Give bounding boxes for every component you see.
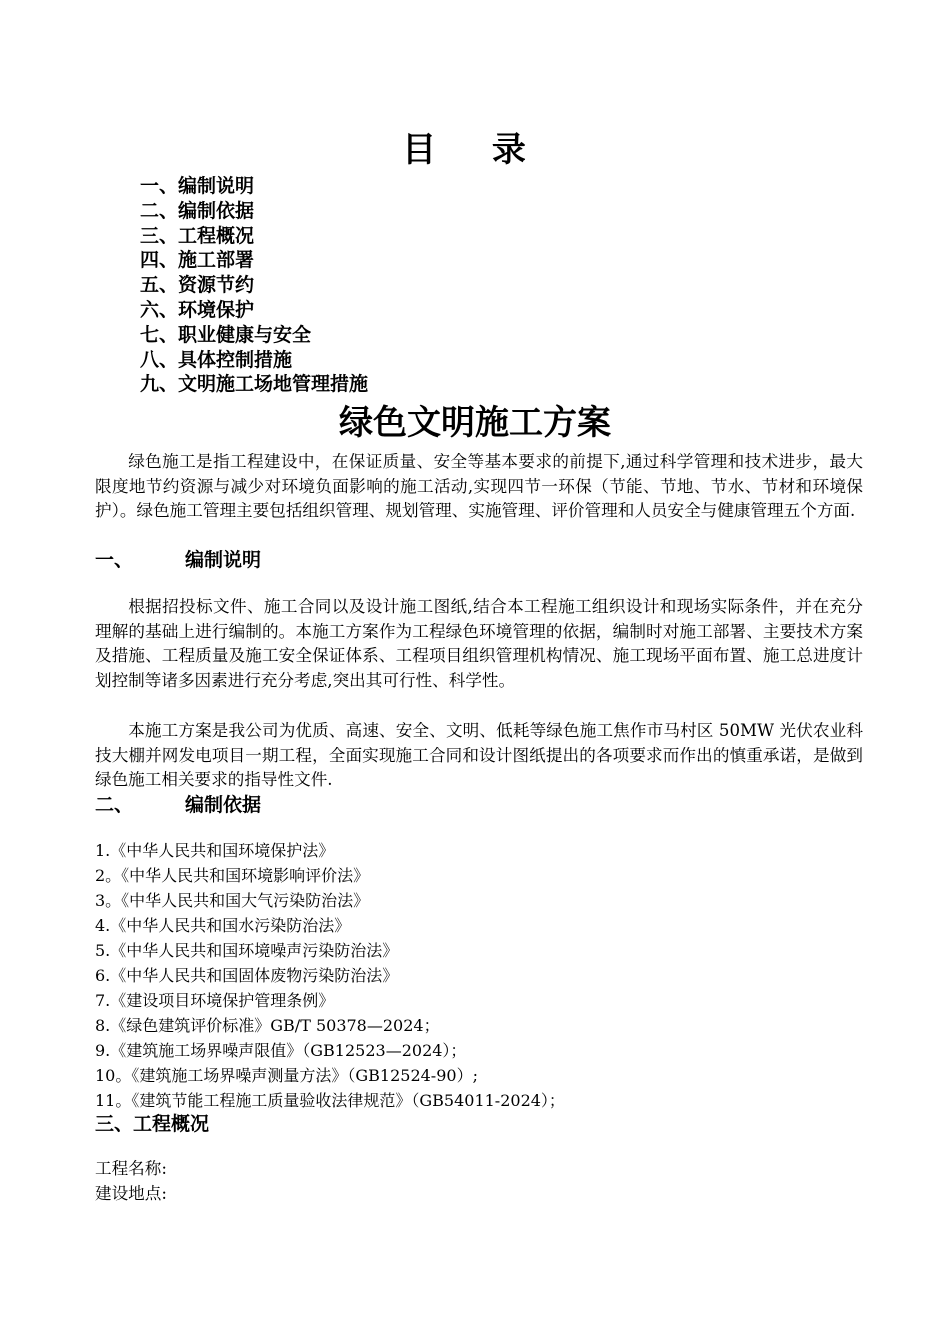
section-heading: 三、工程概况 [95, 1113, 210, 1135]
reference-item: 5.《中华人民共和国环境噪声污染防治法》 [95, 941, 399, 960]
reference-item: 8.《绿色建筑评价标准》GB/T 50378—2024； [95, 1016, 440, 1035]
toc-item: 一、编制说明 [140, 175, 255, 197]
reference-item: 9.《建筑施工场界噪声限值》（GB12523—2024）； [95, 1041, 467, 1060]
toc-item: 五、资源节约 [140, 274, 255, 297]
project-name-label: 工程名称: [95, 1159, 167, 1178]
toc-item: 四、施工部署 [140, 249, 255, 272]
toc-item: 六、环境保护 [140, 298, 255, 321]
reference-item: 4.《中华人民共和国水污染防治法》 [95, 916, 351, 935]
project-location-label: 建设地点: [95, 1184, 167, 1203]
document-title: 绿色文明施工方案 [339, 403, 611, 443]
body-paragraph: 根据招投标文件、施工合同以及设计施工图纸,结合本工程施工组织设计和现场实际条件，并在充分理解的基础上进行编制的。本施工方案作为工程绿色环境管理的依据，编制时对施工部署、主要技术方案及措施、工程质量及施工安全保证体系、工程项目组织管理机构情况、施工现场平面布置、施工总进度计划控制等诸多因素进行充分考虑,突出其可行性、科学性。 [95, 597, 863, 690]
reference-item: 10。《建筑施工场界噪声测量方法》（GB12524-90）; [95, 1066, 478, 1085]
toc-list [140, 174, 368, 397]
toc-title: 目 录 [402, 130, 548, 170]
section-heading [95, 547, 261, 573]
toc-item: 三、工程概况 [140, 224, 255, 247]
intro-paragraph: 绿色施工是指工程建设中，在保证质量、安全等基本要求的前提下,通过科学管理和技术进步，最大限度地节约资源与减少对环境负面影响的施工活动,实现四节一环保（节能、节地、节水、节材和环境保护）。绿色施工管理主要包括组织管理、规划管理、实施管理、评价管理和人员安全与健康管理五个方面. [95, 452, 863, 521]
section-heading [95, 792, 261, 818]
toc-item: 七、职业健康与安全 [140, 323, 312, 346]
reference-item: 1.《中华人民共和国环境保护法》 [95, 841, 335, 860]
toc-item: 八、具体控制措施 [140, 348, 293, 371]
reference-item: 6.《中华人民共和国固体废物污染防治法》 [95, 966, 399, 985]
reference-item: 7.《建设项目环境保护管理条例》 [95, 991, 335, 1010]
reference-item: 2。《中华人民共和国环境影响评价法》 [95, 866, 370, 885]
section-title: 编制依据 [185, 794, 262, 816]
section-title: 编制说明 [185, 549, 262, 571]
body-paragraph: 本施工方案是我公司为优质、高速、安全、文明、低耗等绿色施工焦作市马村区 50MW 光伏农业科技大棚并网发电项目一期工程，全面实现施工合同和设计图纸提出的各项要求而作出的慎重承诺，是做到绿色施工相关要求的指导性文件. [95, 721, 863, 790]
reference-item: 11。《建筑节能工程施工质量验收法律规范》（GB54011-2024）； [95, 1091, 565, 1110]
toc-item: 二、编制依据 [140, 199, 255, 222]
reference-item: 3。《中华人民共和国大气污染防治法》 [95, 891, 370, 910]
reference-list [95, 838, 565, 1113]
section-number: 一、 [95, 549, 134, 571]
toc-item: 九、文明施工场地管理措施 [140, 373, 369, 396]
section-number: 二、 [95, 794, 134, 816]
